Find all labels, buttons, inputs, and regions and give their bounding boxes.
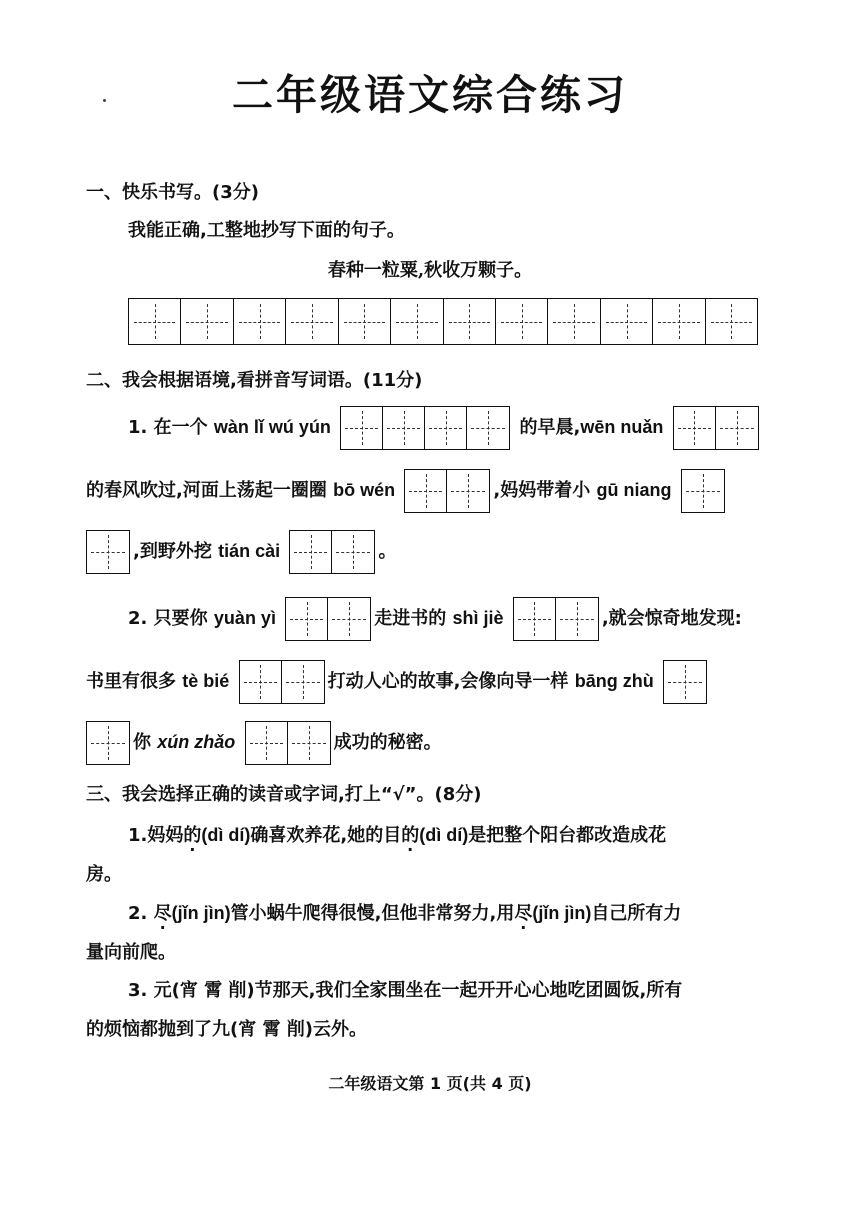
grid-cell[interactable] <box>286 299 338 344</box>
answer-grid-1[interactable] <box>681 469 725 513</box>
text: 1. 在一个 <box>128 417 208 438</box>
s3-q3-line1[interactable]: 3. 元(宵 霄 削)节那天,我们全家围坐在一起开开心心地吃团圆饭,所有 <box>128 980 683 1001</box>
text: 的春风吹过,河面上荡起一圈圈 <box>86 480 327 501</box>
s2-q1-line1 <box>128 406 762 450</box>
text: 书里有很多 <box>86 671 176 692</box>
pinyin-options[interactable]: (dì dí) <box>201 825 251 845</box>
text: 成功的秘密。 <box>333 732 442 753</box>
section-1-heading: 一、快乐书写。(3分) <box>86 182 259 203</box>
pinyin: tián cài <box>218 541 281 561</box>
answer-grid-2[interactable] <box>239 660 325 704</box>
answer-grid-2[interactable] <box>245 721 331 765</box>
answer-grid-2[interactable] <box>285 597 371 641</box>
dotted-char: 尽 <box>514 903 533 924</box>
pinyin: bō wén <box>333 480 396 500</box>
s3-q2-line1 <box>128 899 681 925</box>
pinyin: tè bié <box>182 671 230 691</box>
grid-cell[interactable] <box>444 299 496 344</box>
pinyin: bāng zhù <box>574 671 654 691</box>
dotted-char: 尽 <box>153 903 172 924</box>
text: 2. <box>128 903 148 924</box>
s3-q2-line2: 量向前爬。 <box>86 942 176 963</box>
answer-grid-1[interactable] <box>663 660 707 704</box>
pinyin-options[interactable]: (jǐn jìn) <box>532 903 592 923</box>
grid-cell[interactable] <box>181 299 233 344</box>
answer-grid-1[interactable] <box>86 721 130 765</box>
answer-grid-1[interactable] <box>86 530 130 574</box>
pinyin: yuàn yì <box>213 608 276 628</box>
pinyin-options[interactable]: (jǐn jìn) <box>171 903 231 923</box>
text: 确喜欢养花,她的目 <box>250 825 402 846</box>
s2-q2-line3 <box>86 721 442 765</box>
text: 你 <box>133 732 151 753</box>
page-footer: 二年级语文第 1 页(共 4 页) <box>328 1074 532 1093</box>
grid-cell[interactable] <box>653 299 705 344</box>
text: 自己所有力 <box>591 903 682 924</box>
s3-q1-line2: 房。 <box>86 864 122 885</box>
grid-cell[interactable] <box>339 299 391 344</box>
pinyin: shì jiè <box>452 608 504 628</box>
grid-cell[interactable] <box>391 299 443 344</box>
text: ,妈妈带着小 <box>493 480 591 501</box>
answer-grid-2[interactable] <box>513 597 599 641</box>
s2-q2-line2 <box>86 660 710 704</box>
dotted-char: 的 <box>183 825 202 846</box>
s2-q2-line1 <box>128 597 742 641</box>
writing-grid-row[interactable] <box>128 298 758 345</box>
grid-cell[interactable] <box>496 299 548 344</box>
s3-q1-line1 <box>128 821 666 847</box>
text: 。 <box>378 541 397 562</box>
pinyin: xún zhǎo <box>157 732 236 752</box>
text: 管小蜗牛爬得很慢,但他非常努力,用 <box>230 903 515 924</box>
section-3-heading: 三、我会选择正确的读音或字词,打上“√”。(8分) <box>86 784 482 805</box>
text: 1.妈妈 <box>128 825 184 846</box>
text: ,到野外挖 <box>133 541 212 562</box>
text: 走进书的 <box>374 608 447 629</box>
grid-cell[interactable] <box>234 299 286 344</box>
dotted-char: 的 <box>401 825 420 846</box>
answer-grid-4[interactable] <box>340 406 510 450</box>
text: 的早晨, <box>519 417 581 438</box>
grid-cell[interactable] <box>129 299 181 344</box>
page-title: 二年级语文综合练习 <box>232 71 628 119</box>
answer-grid-2[interactable] <box>673 406 759 450</box>
section-2-heading: 二、我会根据语境,看拼音写词语。(11分) <box>86 370 423 391</box>
answer-grid-2[interactable] <box>289 530 375 574</box>
s2-q1-line2 <box>86 469 728 513</box>
grid-cell[interactable] <box>706 299 757 344</box>
text: 2. 只要你 <box>128 608 208 629</box>
text: 是把整个阳台都改造成花 <box>468 825 667 846</box>
pinyin: gū niang <box>596 480 672 500</box>
grid-cell[interactable] <box>601 299 653 344</box>
grid-cell[interactable] <box>548 299 600 344</box>
text: ,就会惊奇地发现: <box>601 608 742 629</box>
s2-q1-line3 <box>86 530 396 574</box>
copy-sentence: 春种一粒粟,秋收万颗子。 <box>327 260 533 281</box>
pinyin: wàn lǐ wú yún <box>213 417 331 437</box>
answer-grid-2[interactable] <box>404 469 490 513</box>
pinyin: wēn nuǎn <box>580 417 664 437</box>
s3-q3-line2[interactable]: 的烦恼都抛到了九(宵 霄 削)云外。 <box>86 1019 367 1040</box>
text: 打动人心的故事,会像向导一样 <box>327 671 569 692</box>
section-1-instruction: 我能正确,工整地抄写下面的句子。 <box>128 220 405 241</box>
pinyin-options[interactable]: (dì dí) <box>419 825 469 845</box>
